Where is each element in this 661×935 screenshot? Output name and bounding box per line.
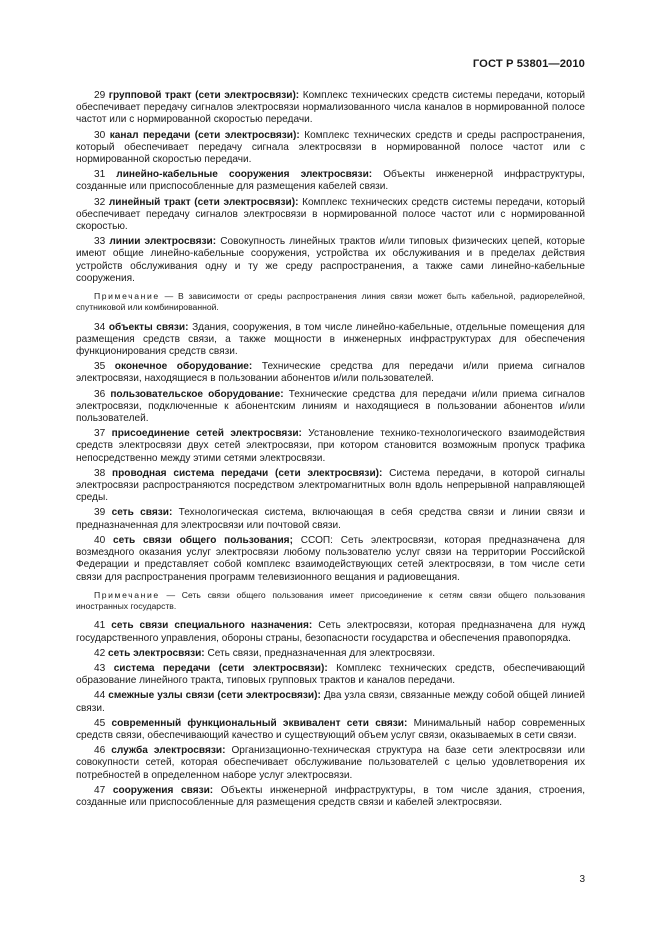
term: пользовательское оборудование: bbox=[110, 388, 284, 400]
entry-number: 43 bbox=[94, 662, 106, 674]
note-label: Примечание bbox=[94, 291, 160, 302]
entry-number: 29 bbox=[94, 90, 106, 101]
entry-number: 38 bbox=[94, 467, 106, 479]
term: сеть связи: bbox=[111, 507, 173, 519]
definition: Комплекс технических средств и среды распространения, который обеспечивает передачу сигнала электросвязи в нормированной полосе частот или с нормированной скоростью передачи. bbox=[76, 129, 586, 166]
definition: Система передачи, в которой сигналы электросвязи распространяются посредством электромагнитных волн вдоль непрерывной направляющей среды. bbox=[76, 467, 585, 504]
document-code: ГОСТ Р 53801—2010 bbox=[472, 58, 585, 70]
term-entry bbox=[76, 535, 585, 584]
definition: Организационно-техническая структура на базе сети электросвязи или совокупности сетей, которая обеспечивает обслуживание пользователей с целью удовлетворения их потребностей в определенном наборе услуг электросвязи. bbox=[76, 745, 585, 781]
term: оконечное оборудование: bbox=[114, 361, 253, 373]
entry-number: 46 bbox=[94, 745, 106, 757]
entry-number: 32 bbox=[94, 196, 106, 208]
definition: Объекты инженерной инфраструктуры, созданные или приспособленные для размещения кабелей связи. bbox=[76, 169, 585, 193]
definition: Сеть связи, предназначенная для электросвязи. bbox=[207, 647, 436, 659]
definition: Технические средства для передачи и/или приема сигналов электросвязи, подключенные к абонентским линиям и находящиеся в пользовании абонентов и/или пользователей. bbox=[76, 388, 585, 425]
definition: Сеть электросвязи, которая предназначена для нужд государственного управления, обороны страны, безопасности государства и обеспечения правопорядка. bbox=[76, 620, 585, 644]
entry-number: 36 bbox=[94, 388, 106, 400]
note bbox=[76, 291, 585, 313]
term-entry bbox=[76, 130, 585, 167]
entry-number: 33 bbox=[94, 236, 106, 248]
entry-number: 31 bbox=[94, 169, 106, 181]
term-entry bbox=[76, 428, 585, 465]
note bbox=[76, 590, 585, 612]
note-text: — Сеть связи общего пользования имеет присоединение к сетям связи общего пользования иностранных государств. bbox=[76, 589, 585, 611]
term: современный функциональный эквивалент сети связи: bbox=[111, 717, 408, 729]
term: линейный тракт (сети электросвязи): bbox=[108, 196, 299, 208]
term: сеть электросвязи: bbox=[108, 647, 205, 659]
definition: Комплекс технических средств, обеспечивающий образование линейного тракта, типовых групповых трактов и каналов передачи. bbox=[76, 662, 586, 687]
term: сеть связи специального назначения: bbox=[111, 620, 313, 632]
term: система передачи (сети электросвязи): bbox=[113, 662, 328, 674]
term-entry bbox=[76, 690, 585, 714]
definition: Комплекс технических средств системы передачи, который обеспечивает передачу сигналов электросвязи в нормированной полосе частот или с нормированной скоростью. bbox=[76, 196, 585, 233]
term-entry bbox=[76, 468, 585, 505]
definition: Технические средства для передачи и/или приема сигналов электросвязи, находящиеся в пользовании абонентов и/или пользователей. bbox=[76, 361, 586, 385]
definition: ССОП: Сеть электросвязи, которая предназначена для возмездного оказания услуг электросвязи любому пользователю услуг связи на территории Российской Федерации и представляет собой комплекс взаимодействующих сетей электросвязи, в том числе сети связи для распространения программ телевизионного вещания и радиовещания. bbox=[76, 534, 585, 583]
note-text: — В зависимости от среды распространения линия связи может быть кабельной, радиорелейной, спутниковой или комбинированной. bbox=[76, 291, 586, 312]
term-entry bbox=[76, 785, 585, 809]
definition: Совокупность линейных трактов и/или типовых физических цепей, которые имеют общие линейно-кабельные сооружения, устройства их обслуживания и в пределах действия устройств обслуживания одну и ту же среду распространения, а также сами линейно-кабельные сооружения. bbox=[76, 236, 585, 284]
definition: Минимальный набор современных средств связи, обеспечивающий качество и существующий объем услуг связи, оказываемых в сети связи. bbox=[76, 717, 586, 741]
entry-number: 35 bbox=[94, 361, 106, 373]
definition: Здания, сооружения, в том числе линейно-кабельные, отдельные помещения для размещения средств связи, а также мощности в инженерных инфраструктурах для обеспечения функционирования средств связи. bbox=[76, 321, 586, 358]
term: объекты связи: bbox=[108, 321, 189, 333]
definition: Технологическая система, включающая в себя средства связи и линии связи и предназначенная для электросвязи или почтовой связи. bbox=[76, 507, 585, 531]
entry-number: 42 bbox=[94, 647, 106, 659]
term-entry bbox=[76, 507, 585, 531]
entry-number: 30 bbox=[94, 129, 106, 141]
term: смежные узлы связи (сети электросвязи): bbox=[108, 690, 321, 702]
definition: Установление технико-технологического взаимодействия средств электросвязи двух сетей электросвязи, при котором становится возможным пропуск трафика непосредственно между этими сетями электросвязи. bbox=[76, 428, 585, 464]
entry-number: 34 bbox=[94, 321, 106, 333]
entry-number: 41 bbox=[94, 620, 106, 632]
term-entry bbox=[76, 745, 585, 782]
term-entry bbox=[76, 389, 585, 426]
entry-number: 44 bbox=[94, 690, 106, 702]
term-entry bbox=[76, 322, 585, 359]
term-entry bbox=[76, 648, 585, 660]
page-number: 3 bbox=[579, 874, 585, 885]
term-entry bbox=[76, 169, 585, 193]
entry-number: 47 bbox=[94, 784, 106, 796]
term-entry bbox=[76, 663, 585, 687]
term: групповой тракт (сети электросвязи): bbox=[108, 90, 300, 101]
term-entry bbox=[76, 236, 585, 285]
entry-number: 40 bbox=[94, 534, 106, 546]
term: проводная система передачи (сети электросвязи): bbox=[112, 467, 383, 479]
term-entry bbox=[76, 718, 585, 742]
term: присоединение сетей электросвязи: bbox=[111, 428, 302, 440]
entry-number: 37 bbox=[94, 428, 106, 440]
entry-number: 45 bbox=[94, 717, 106, 729]
term: сеть связи общего пользования; bbox=[113, 534, 293, 546]
term: служба электросвязи: bbox=[111, 745, 226, 757]
entry-number: 39 bbox=[94, 507, 106, 519]
term-entry bbox=[76, 90, 585, 127]
term: сооружения связи: bbox=[112, 784, 214, 796]
term-entry bbox=[76, 361, 585, 385]
term: линии электросвязи: bbox=[109, 236, 217, 248]
term: линейно-кабельные сооружения электросвязи: bbox=[116, 169, 373, 181]
note-label: Примечание bbox=[94, 589, 160, 600]
term: канал передачи (сети электросвязи): bbox=[109, 129, 300, 141]
term-entry bbox=[76, 197, 585, 234]
definition: Два узла связи, связанные между собой общей линией связи. bbox=[76, 690, 585, 714]
term-entry bbox=[76, 620, 585, 644]
definition: Комплекс технических средств системы передачи, который обеспечивает передачу сигналов электросвязи нормализованного числа каналов в нормированной полосе частот или с нормированной скоростью передачи. bbox=[76, 90, 586, 126]
document-body bbox=[76, 90, 585, 812]
definition: Объекты инженерной инфраструктуры, в том числе здания, строения, созданные или приспособленные для размещения средств связи и кабелей электросвязи. bbox=[76, 784, 585, 808]
